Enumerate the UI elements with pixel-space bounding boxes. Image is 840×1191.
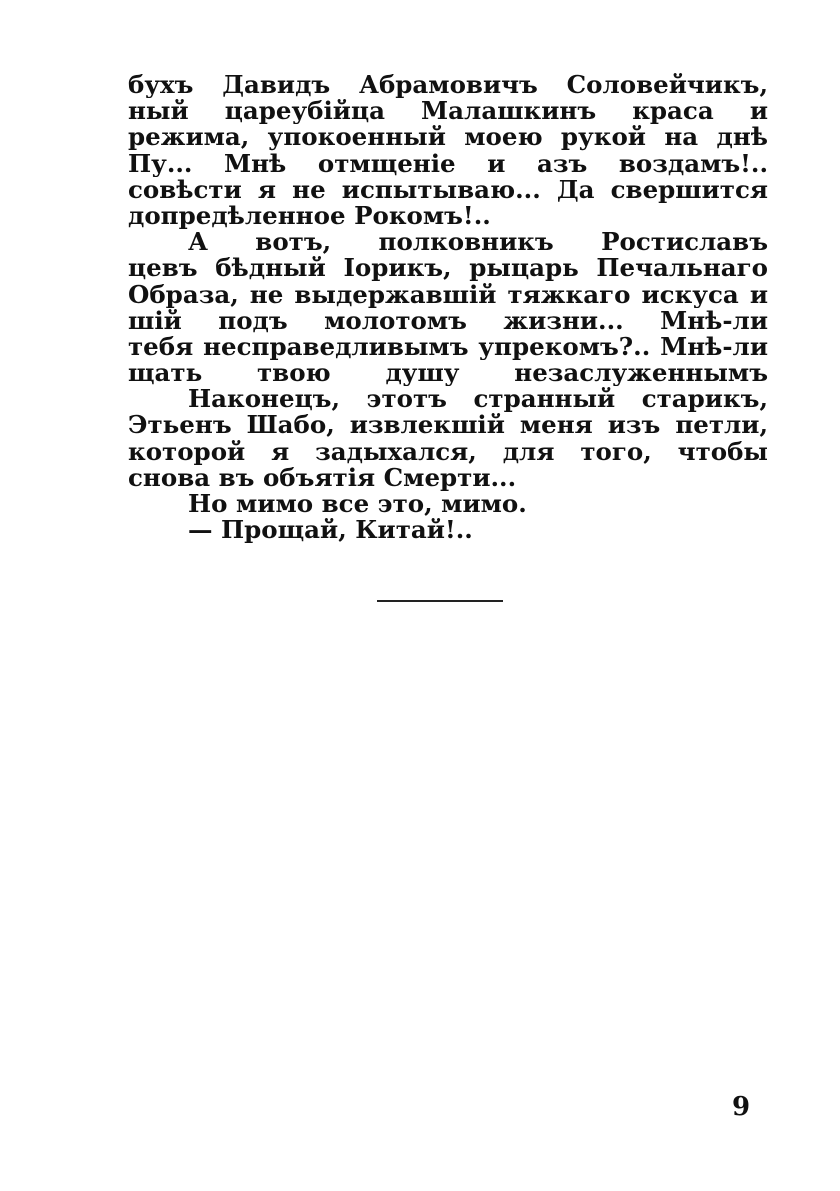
text-line: которой я задыхался, для того, чтобы [128, 438, 768, 465]
page-number: 9 [732, 1092, 751, 1122]
text-line: совѣсти я не испытываю... Да свершится [128, 176, 768, 203]
text-line: режима, упокоенный моею рукой на днѣ [128, 124, 768, 151]
text-line-indented: Наконецъ, этотъ странный старикъ, [188, 386, 768, 413]
section-separator-rule [377, 600, 503, 602]
text-line: тебя несправедливымъ упрекомъ?.. Мнѣ-ли [128, 333, 768, 361]
text-line-indented: Но мимо все это, мимо. [188, 489, 527, 518]
text-line: допредѣленное Рокомъ!.. [128, 200, 491, 230]
text-line: Пу... Мнѣ отмщеніе и азъ воздамъ!.. [128, 150, 768, 177]
text-line-indented: — Прощай, Китай!.. [188, 515, 473, 545]
text-line: Этьенъ Шабо, извлекшій меня изъ петли, [128, 412, 768, 439]
text-line: цевъ бѣдный Іорикъ, рыцарь Печальнаго [128, 255, 768, 282]
text-line: бухъ Давидъ Абрамовичъ Соловейчикъ, [128, 72, 768, 99]
body-text [128, 72, 768, 543]
text-line: ный цареубійца Малашкинъ краса и [128, 98, 768, 125]
text-line: Образа, не выдержавшій тяжкаго искуса и [128, 281, 768, 308]
text-line: снова въ объятія Смерти... [128, 462, 517, 492]
text-line: шій подъ молотомъ жизни... Мнѣ-ли [128, 307, 768, 334]
text-line: щать твою душу незаслуженнымъ [128, 360, 768, 387]
text-line-indented: А вотъ, полковникъ Ростиславъ [188, 229, 768, 256]
